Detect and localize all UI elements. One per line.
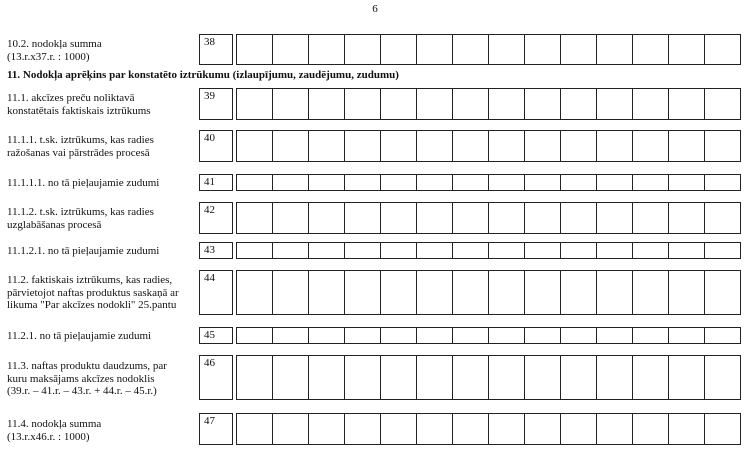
row-43-digit-cell[interactable] <box>309 243 345 258</box>
row-44-digit-cell[interactable] <box>633 271 669 314</box>
row-43-digit-cell[interactable] <box>489 243 525 258</box>
row-41-digit-cell[interactable] <box>597 175 633 190</box>
row-43-code: 43 <box>199 242 233 259</box>
row-43-label <box>7 245 197 258</box>
row-45-digit-cell[interactable] <box>237 328 273 343</box>
row-46-code: 46 <box>199 355 233 400</box>
row-41-digit-cell[interactable] <box>273 175 309 190</box>
row-41-digit-cell[interactable] <box>669 175 705 190</box>
row-42-label-line-1: 11.1.2. t.sk. iztrūkums, kas radies <box>7 206 154 218</box>
row-42-digit-cell[interactable] <box>633 203 669 233</box>
row-45-digit-cell[interactable] <box>705 328 740 343</box>
row-45-digit-cell[interactable] <box>561 328 597 343</box>
row-45-digit-cell[interactable] <box>489 328 525 343</box>
row-44-label <box>7 274 197 312</box>
row-46-digit-cell[interactable] <box>633 356 669 399</box>
row-39-digit-cell[interactable] <box>273 89 309 119</box>
row-45-digit-cell[interactable] <box>597 328 633 343</box>
row-39-digit-cell[interactable] <box>237 89 273 119</box>
row-40-digit-cell[interactable] <box>633 131 669 161</box>
row-39-digit-cell[interactable] <box>345 89 381 119</box>
row-40-digit-cell[interactable] <box>417 131 453 161</box>
row-40-digit-cell[interactable] <box>705 131 740 161</box>
row-46-digit-cell[interactable] <box>381 356 417 399</box>
row-41-label-line-1: 11.1.1.1. no tā pieļaujamie zudumi <box>7 177 160 189</box>
row-46-digit-cell[interactable] <box>453 356 489 399</box>
row-43-digit-cell[interactable] <box>561 243 597 258</box>
row-42-digit-cell[interactable] <box>489 203 525 233</box>
row-39-label-line-2: konstatētais faktiskais iztrūkums <box>7 104 151 117</box>
row-42-label <box>7 206 197 231</box>
row-47-digit-cell[interactable] <box>381 414 417 444</box>
row-39-digit-cell[interactable] <box>453 89 489 119</box>
row-40-digit-cell[interactable] <box>489 131 525 161</box>
row-43-digit-cell[interactable] <box>273 243 309 258</box>
row-40-digit-cell[interactable] <box>525 131 561 161</box>
row-39-digit-cell[interactable] <box>489 89 525 119</box>
row-45-digit-input[interactable] <box>236 327 741 344</box>
row-39-digit-cell[interactable] <box>597 89 633 119</box>
row-47-digit-cell[interactable] <box>597 414 633 444</box>
row-39-label-line-1: 11.1. akcīzes preču noliktavā <box>7 92 135 104</box>
row-46-digit-cell[interactable] <box>561 356 597 399</box>
row-45-digit-cell[interactable] <box>381 328 417 343</box>
row-44-digit-cell[interactable] <box>237 271 273 314</box>
row-41-digit-cell[interactable] <box>237 175 273 190</box>
row-47-label-line-2: (13.r.x46.r. : 1000) <box>7 430 90 443</box>
row-43-digit-cell[interactable] <box>345 243 381 258</box>
row-40-digit-cell[interactable] <box>669 131 705 161</box>
row-42-digit-cell[interactable] <box>381 203 417 233</box>
row-40-code: 40 <box>199 130 233 162</box>
row-44-digit-cell[interactable] <box>561 271 597 314</box>
row-38-digit-cell[interactable] <box>525 35 561 64</box>
row-40-digit-cell[interactable] <box>237 131 273 161</box>
row-47-digit-cell[interactable] <box>525 414 561 444</box>
row-47-digit-cell[interactable] <box>345 414 381 444</box>
row-46-digit-cell[interactable] <box>705 356 740 399</box>
row-44-label-line-2: pārvietojot naftas produktus saskaņā ar <box>7 286 179 299</box>
row-39-digit-cell[interactable] <box>705 89 740 119</box>
row-47-digit-input[interactable] <box>236 413 741 445</box>
row-42-digit-cell[interactable] <box>345 203 381 233</box>
row-46-digit-cell[interactable] <box>417 356 453 399</box>
row-43-digit-cell[interactable] <box>453 243 489 258</box>
row-46-digit-cell[interactable] <box>273 356 309 399</box>
row-41-digit-cell[interactable] <box>705 175 740 190</box>
row-47-digit-cell[interactable] <box>633 414 669 444</box>
row-43-digit-cell[interactable] <box>381 243 417 258</box>
row-44-digit-cell[interactable] <box>417 271 453 314</box>
row-43-digit-cell[interactable] <box>669 243 705 258</box>
row-47-code: 47 <box>199 413 233 445</box>
row-44-digit-cell[interactable] <box>669 271 705 314</box>
row-45-digit-cell[interactable] <box>525 328 561 343</box>
row-45-digit-cell[interactable] <box>633 328 669 343</box>
row-47-digit-cell[interactable] <box>453 414 489 444</box>
row-39-digit-cell[interactable] <box>633 89 669 119</box>
row-45-digit-cell[interactable] <box>309 328 345 343</box>
row-38-digit-cell[interactable] <box>237 35 273 64</box>
row-47-digit-cell[interactable] <box>669 414 705 444</box>
row-38-digit-cell[interactable] <box>669 35 705 64</box>
row-46-digit-cell[interactable] <box>525 356 561 399</box>
row-46-label <box>7 360 197 398</box>
row-47-digit-cell[interactable] <box>273 414 309 444</box>
row-40-digit-cell[interactable] <box>273 131 309 161</box>
row-45-digit-cell[interactable] <box>345 328 381 343</box>
row-42-digit-cell[interactable] <box>561 203 597 233</box>
row-38-digit-cell[interactable] <box>489 35 525 64</box>
row-39-label <box>7 92 197 117</box>
row-38-digit-cell[interactable] <box>561 35 597 64</box>
row-42-digit-cell[interactable] <box>669 203 705 233</box>
row-44-digit-cell[interactable] <box>345 271 381 314</box>
row-39-digit-input[interactable] <box>236 88 741 120</box>
row-42-digit-cell[interactable] <box>705 203 740 233</box>
row-43-digit-cell[interactable] <box>597 243 633 258</box>
row-41-digit-cell[interactable] <box>561 175 597 190</box>
row-44-digit-cell[interactable] <box>597 271 633 314</box>
row-41-digit-cell[interactable] <box>309 175 345 190</box>
row-41-digit-cell[interactable] <box>453 175 489 190</box>
row-44-label-line-3: likuma "Par akcīzes nodokli" 25.pantu <box>7 299 177 311</box>
row-39-digit-cell[interactable] <box>669 89 705 119</box>
row-47-digit-cell[interactable] <box>237 414 273 444</box>
row-47-digit-cell[interactable] <box>309 414 345 444</box>
row-42-digit-cell[interactable] <box>417 203 453 233</box>
row-40-digit-cell[interactable] <box>381 131 417 161</box>
row-38-code: 38 <box>199 34 233 65</box>
row-43-digit-cell[interactable] <box>705 243 740 258</box>
row-38-digit-cell[interactable] <box>705 35 740 64</box>
row-44-digit-cell[interactable] <box>489 271 525 314</box>
row-41-digit-input[interactable] <box>236 174 741 191</box>
row-38-digit-cell[interactable] <box>417 35 453 64</box>
row-46-digit-cell[interactable] <box>597 356 633 399</box>
row-38-digit-cell[interactable] <box>381 35 417 64</box>
row-45-digit-cell[interactable] <box>669 328 705 343</box>
row-44-digit-cell[interactable] <box>453 271 489 314</box>
row-38-digit-input[interactable] <box>236 34 741 65</box>
row-40-digit-cell[interactable] <box>309 131 345 161</box>
row-40-digit-cell[interactable] <box>453 131 489 161</box>
row-38-label-line-1: 10.2. nodokļa summa <box>7 38 102 50</box>
row-45-digit-cell[interactable] <box>453 328 489 343</box>
row-47-digit-cell[interactable] <box>561 414 597 444</box>
row-38-digit-cell[interactable] <box>309 35 345 64</box>
row-38-digit-cell[interactable] <box>633 35 669 64</box>
row-44-code: 44 <box>199 270 233 315</box>
row-46-digit-cell[interactable] <box>345 356 381 399</box>
row-41-digit-cell[interactable] <box>633 175 669 190</box>
row-46-digit-cell[interactable] <box>489 356 525 399</box>
row-42-digit-cell[interactable] <box>273 203 309 233</box>
row-43-label-line-1: 11.1.2.1. no tā pieļaujamie zudumi <box>7 245 160 257</box>
row-39-digit-cell[interactable] <box>561 89 597 119</box>
row-47-digit-cell[interactable] <box>489 414 525 444</box>
row-44-label-line-1: 11.2. faktiskais iztrūkums, kas radies, <box>7 274 173 286</box>
row-42-code: 42 <box>199 202 233 234</box>
row-40-label-line-2: ražošanas vai pārstrādes procesā <box>7 146 150 159</box>
row-39-digit-cell[interactable] <box>417 89 453 119</box>
row-44-digit-cell[interactable] <box>705 271 740 314</box>
row-41-digit-cell[interactable] <box>345 175 381 190</box>
row-40-label <box>7 134 197 159</box>
row-41-digit-cell[interactable] <box>489 175 525 190</box>
row-44-digit-cell[interactable] <box>381 271 417 314</box>
section-11-heading: 11. Nodokļa aprēķins par konstatēto iztrūkumu (izlaupījumu, zaudējumu, zudumu) <box>7 69 399 81</box>
row-38-digit-cell[interactable] <box>453 35 489 64</box>
row-43-digit-cell[interactable] <box>237 243 273 258</box>
row-39-digit-cell[interactable] <box>309 89 345 119</box>
row-46-label-line-3: (39.r. – 41.r. – 43.r. + 44.r. – 45.r.) <box>7 385 157 397</box>
row-45-digit-cell[interactable] <box>273 328 309 343</box>
row-44-digit-cell[interactable] <box>525 271 561 314</box>
row-39-digit-cell[interactable] <box>525 89 561 119</box>
row-44-digit-input[interactable] <box>236 270 741 315</box>
row-42-digit-cell[interactable] <box>597 203 633 233</box>
row-43-digit-cell[interactable] <box>417 243 453 258</box>
row-42-digit-cell[interactable] <box>237 203 273 233</box>
row-44-digit-cell[interactable] <box>309 271 345 314</box>
page-number: 6 <box>372 3 378 15</box>
row-42-digit-cell[interactable] <box>453 203 489 233</box>
row-42-label-line-2: uzglabāšanas procesā <box>7 218 102 231</box>
row-40-digit-input[interactable] <box>236 130 741 162</box>
row-39-code: 39 <box>199 88 233 120</box>
row-47-label <box>7 418 197 443</box>
row-46-label-line-2: kuru maksājams akcīzes nodoklis <box>7 372 155 385</box>
row-41-label <box>7 177 197 190</box>
row-43-digit-input[interactable] <box>236 242 741 259</box>
row-40-digit-cell[interactable] <box>561 131 597 161</box>
row-42-digit-cell[interactable] <box>309 203 345 233</box>
row-42-digit-cell[interactable] <box>525 203 561 233</box>
row-40-label-line-1: 11.1.1. t.sk. iztrūkums, kas radies <box>7 134 154 146</box>
row-45-label <box>7 330 197 343</box>
row-38-digit-cell[interactable] <box>273 35 309 64</box>
row-41-digit-cell[interactable] <box>525 175 561 190</box>
row-42-digit-input[interactable] <box>236 202 741 234</box>
row-45-digit-cell[interactable] <box>417 328 453 343</box>
row-46-digit-cell[interactable] <box>237 356 273 399</box>
row-46-digit-cell[interactable] <box>669 356 705 399</box>
row-40-digit-cell[interactable] <box>345 131 381 161</box>
row-41-digit-cell[interactable] <box>381 175 417 190</box>
row-38-label <box>7 38 197 63</box>
row-40-digit-cell[interactable] <box>597 131 633 161</box>
row-46-digit-cell[interactable] <box>309 356 345 399</box>
row-39-digit-cell[interactable] <box>381 89 417 119</box>
row-41-digit-cell[interactable] <box>417 175 453 190</box>
row-44-digit-cell[interactable] <box>273 271 309 314</box>
row-38-label-line-2: (13.r.x37.r. : 1000) <box>7 50 90 63</box>
row-45-label-line-1: 11.2.1. no tā pieļaujamie zudumi <box>7 330 152 342</box>
row-47-digit-cell[interactable] <box>705 414 740 444</box>
row-43-digit-cell[interactable] <box>633 243 669 258</box>
row-45-code: 45 <box>199 327 233 344</box>
row-43-digit-cell[interactable] <box>525 243 561 258</box>
row-46-label-line-1: 11.3. naftas produktu daudzums, par <box>7 360 167 372</box>
row-47-digit-cell[interactable] <box>417 414 453 444</box>
row-41-code: 41 <box>199 174 233 191</box>
row-46-digit-input[interactable] <box>236 355 741 400</box>
row-38-digit-cell[interactable] <box>345 35 381 64</box>
row-47-label-line-1: 11.4. nodokļa summa <box>7 418 102 430</box>
row-38-digit-cell[interactable] <box>597 35 633 64</box>
